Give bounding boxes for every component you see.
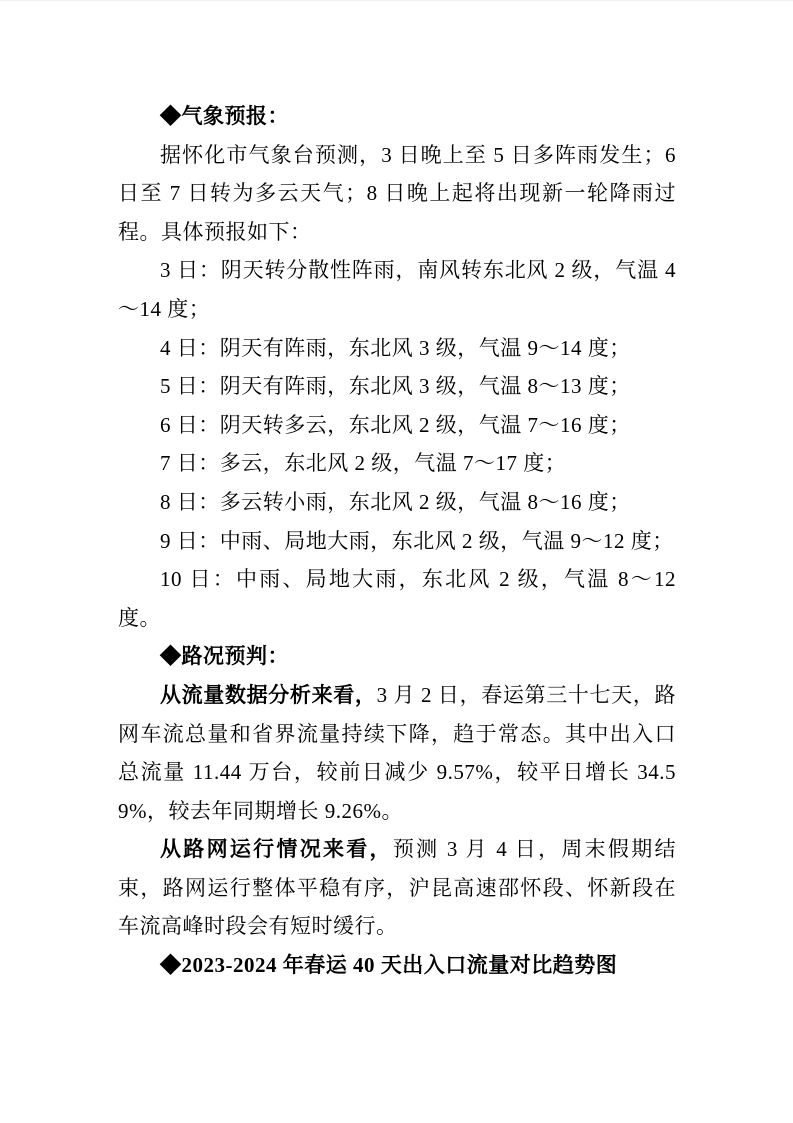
para-weather-intro: 据怀化市气象台预测，3 日晚上至 5 日多阵雨发生；6 日至 7 日转为多云天气；8 日晚上起将出现新一轮降雨过程。具体预报如下： (118, 142, 676, 244)
forecast-line-day8: 8 日：多云转小雨，东北风 2 级，气温 8～16 度； (160, 489, 631, 514)
para-flow-analysis-lead: 从流量数据分析来看， (160, 682, 377, 707)
document-content (118, 97, 676, 985)
forecast-line-day3: 3 日：阴天转分散性阵雨，南风转东北风 2 级，气温 4～14 度； (118, 258, 676, 321)
forecast-line-day10: 10 日：中雨、局地大雨，东北风 2 级，气温 8～12 度。 (118, 567, 676, 630)
heading-chart-caption: ◆2023-2024 年春运 40 天出入口流量对比趋势图 (160, 953, 618, 978)
para-network-operation-text: 预测 3 月 4 日，周末假期结束，路网运行整体平稳有序，沪昆高速邵怀段、怀新段在车流高峰时段会有短时缓行。 (118, 837, 677, 939)
para-flow-analysis-text: 3 月 2 日，春运第三十七天，路网车流总量和省界流量持续下降，趋于常态。其中出入口总流量 11.44 万台，较前日减少 9.57%，较平日增长 34.59%，较去年同期增长 9.26%。 (118, 682, 676, 823)
forecast-line-day9: 9 日：中雨、局地大雨，东北风 2 级，气温 9～12 度； (160, 528, 674, 553)
forecast-line-day5: 5 日：阴天有阵雨，东北风 3 级，气温 8～13 度； (160, 374, 631, 399)
forecast-line-day7: 7 日：多云，东北风 2 级，气温 7～17 度； (160, 451, 567, 476)
para-flow-analysis (118, 676, 676, 830)
forecast-line-day4: 4 日：阴天有阵雨，东北风 3 级，气温 9～14 度； (160, 335, 631, 360)
para-network-operation-lead: 从路网运行情况来看， (160, 837, 393, 862)
para-network-operation (118, 830, 676, 946)
forecast-line-day6: 6 日：阴天转多云，东北风 2 级，气温 7～16 度； (160, 412, 631, 437)
heading-road-forecast: ◆路况预判： (160, 644, 289, 669)
heading-weather-forecast: ◆气象预报： (160, 104, 289, 128)
